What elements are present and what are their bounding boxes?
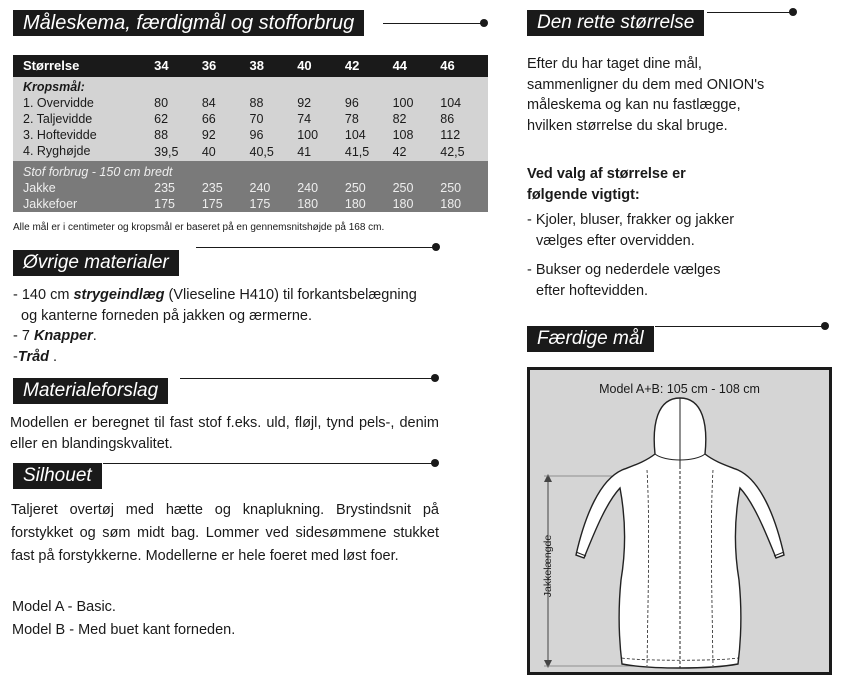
table-row: [13, 180, 488, 196]
materials-item-name: strygeindlæg: [73, 287, 165, 303]
table-cell: 100: [297, 127, 345, 143]
table-row: [13, 111, 488, 127]
materials-item: [13, 285, 443, 306]
table-cell: 42: [393, 143, 441, 161]
section-rule-dot: [480, 19, 488, 27]
row-label: 1. Overvidde: [13, 95, 154, 111]
table-cell: 84: [202, 95, 250, 111]
section-rule-dot: [431, 459, 439, 467]
table-cell: 92: [297, 95, 345, 111]
materials-item-prefix: - 7: [13, 328, 34, 344]
row-label: 2. Taljevidde: [13, 111, 154, 127]
size-header-cell: 36: [202, 55, 250, 77]
section-header-material-suggestion: [13, 378, 438, 406]
table-cell: 180: [440, 196, 488, 212]
size-header-cell: 40: [297, 55, 345, 77]
materials-item-prefix: -: [13, 348, 18, 365]
size-header-cell: 46: [440, 55, 488, 77]
table-cell: 82: [393, 111, 441, 127]
table-cell: 88: [250, 95, 298, 111]
table-group-row: [13, 161, 488, 180]
table-cell: 112: [440, 127, 488, 143]
section-title-finished-measures: Færdige mål: [527, 326, 654, 352]
section-rule-dot: [431, 374, 439, 382]
table-cell: 66: [202, 111, 250, 127]
fabric-group-label: Stof forbrug - 150 cm bredt: [13, 161, 488, 180]
section-header-silhouette: [13, 463, 438, 491]
materials-item-name: Tråd: [17, 348, 50, 365]
section-rule-dot: [432, 243, 440, 251]
materials-item-name: Knapper: [33, 328, 93, 344]
table-cell: 104: [345, 127, 393, 143]
right-bullet-1: [527, 210, 734, 251]
size-table: [13, 55, 488, 212]
table-cell: 240: [250, 180, 298, 196]
table-row: [13, 196, 488, 212]
section-header-materials: [13, 250, 438, 278]
section-rule: [196, 247, 436, 248]
section-title-materials: Øvrige materialer: [13, 250, 179, 276]
table-row: [13, 95, 488, 111]
section-rule: [707, 12, 793, 13]
materials-list: [13, 285, 443, 367]
table-cell: 250: [345, 180, 393, 196]
table-cell: 235: [202, 180, 250, 196]
table-cell: 250: [440, 180, 488, 196]
table-cell: 80: [154, 95, 202, 111]
materials-item-continued: og kanterne forneden på jakken og ærmerne.: [21, 307, 312, 324]
table-cell: 180: [393, 196, 441, 212]
bullet-line: vælges efter overvidden.: [536, 232, 695, 249]
coat-illustration: [530, 370, 829, 672]
size-header-cell: 42: [345, 55, 393, 77]
table-cell: 41: [297, 143, 345, 161]
materials-item-text: .: [92, 328, 97, 344]
section-rule: [103, 463, 435, 464]
size-header-cell: 44: [393, 55, 441, 77]
material-suggestion-text: Modellen er beregnet til fast stof f.eks. uld, fløjl, tynd pels-, denim eller en blandingskvalitet.: [10, 415, 439, 452]
table-cell: 250: [393, 180, 441, 196]
right-size-bold-heading: [527, 164, 686, 205]
table-cell: 235: [154, 180, 202, 196]
bullet-line: - Bukser og nederdele vælges: [527, 262, 721, 278]
materials-item-text: (Vlieseline H410) til forkantsbelægning: [164, 287, 417, 303]
section-title-silhouette: Silhouet: [13, 463, 102, 489]
table-cell: 42,5: [440, 143, 488, 161]
table-cell: 175: [154, 196, 202, 212]
table-cell: 92: [202, 127, 250, 143]
section-header-finished-measures: [527, 326, 832, 354]
table-cell: 40,5: [250, 143, 298, 161]
table-cell: 100: [393, 95, 441, 111]
table-cell: 40: [202, 143, 250, 161]
size-header-cell: 38: [250, 55, 298, 77]
right-bullet-2: [527, 260, 720, 301]
model-a-line: Model A - Basic.: [12, 599, 116, 615]
size-table-header-row: [13, 55, 488, 77]
bullet-line: - Kjoler, bluser, frakker og jakker: [527, 212, 735, 228]
bullet-line: efter hoftevidden.: [536, 282, 649, 299]
section-header-right-size: [527, 10, 832, 38]
section-title-measurements: Måleskema, færdigmål og stofforbrug: [13, 10, 364, 36]
section-rule-dot: [789, 8, 797, 16]
measurement-note: Alle mål er i centimeter og kropsmål er baseret på en gennemsnitshøjde på 168 cm.: [13, 222, 385, 233]
section-title-right-size: Den rette størrelse: [527, 10, 704, 36]
table-cell: 96: [250, 127, 298, 143]
table-cell: 39,5: [154, 143, 202, 161]
materials-item: [13, 326, 443, 347]
finished-measures-figure: [527, 367, 832, 675]
table-cell: 62: [154, 111, 202, 127]
axis-label-jacket-length: Jakkelængde: [542, 534, 554, 598]
table-cell: 86: [440, 111, 488, 127]
section-rule: [655, 326, 823, 327]
table-cell: 175: [250, 196, 298, 212]
figure-caption: Model A+B: 105 cm - 108 cm: [599, 382, 760, 396]
table-cell: 175: [202, 196, 250, 212]
row-label: Jakke: [13, 180, 154, 196]
materials-item-text: .: [49, 348, 58, 365]
table-cell: 240: [297, 180, 345, 196]
size-header-cell: 34: [154, 55, 202, 77]
table-cell: 88: [154, 127, 202, 143]
row-label: 4. Ryghøjde: [13, 143, 154, 161]
table-cell: 74: [297, 111, 345, 127]
section-rule: [180, 378, 435, 379]
model-b-line: Model B - Med buet kant forneden.: [12, 622, 236, 638]
table-cell: 78: [345, 111, 393, 127]
row-label: Jakkefoer: [13, 196, 154, 212]
bold-heading-line: Ved valg af størrelse er: [527, 166, 686, 182]
section-rule: [383, 23, 483, 24]
table-cell: 180: [297, 196, 345, 212]
materials-item: [13, 347, 443, 368]
table-cell: 180: [345, 196, 393, 212]
table-cell: 96: [345, 95, 393, 111]
table-group-row: [13, 77, 488, 95]
table-row: [13, 127, 488, 143]
table-cell: 70: [250, 111, 298, 127]
bold-heading-line: følgende vigtigt:: [527, 186, 640, 203]
right-size-text: Efter du har taget dine mål, sammenligner du dem med ONION's måleskema og kan nu fastlægge, hvilken størrelse du skal bruge.: [527, 56, 765, 134]
table-row: [13, 143, 488, 161]
silhouette-text: Taljeret overtøj med hætte og knaplukning. Brystindsnit på forstykket og søm midt bag. Lommer ved sidesømmene stukket fast på forstykkerne. Modellerne er hele foeret med løst foer.: [11, 502, 439, 564]
section-header-measurements: [13, 10, 488, 38]
table-cell: 41,5: [345, 143, 393, 161]
row-label: 3. Hoftevidde: [13, 127, 154, 143]
materials-item-prefix: - 140 cm: [13, 287, 74, 303]
section-rule-dot: [821, 322, 829, 330]
table-cell: 108: [393, 127, 441, 143]
size-header-label: Størrelse: [13, 55, 154, 77]
section-title-material-suggestion: Materialeforslag: [13, 378, 168, 404]
body-group-label: Kropsmål:: [13, 77, 488, 95]
table-cell: 104: [440, 95, 488, 111]
